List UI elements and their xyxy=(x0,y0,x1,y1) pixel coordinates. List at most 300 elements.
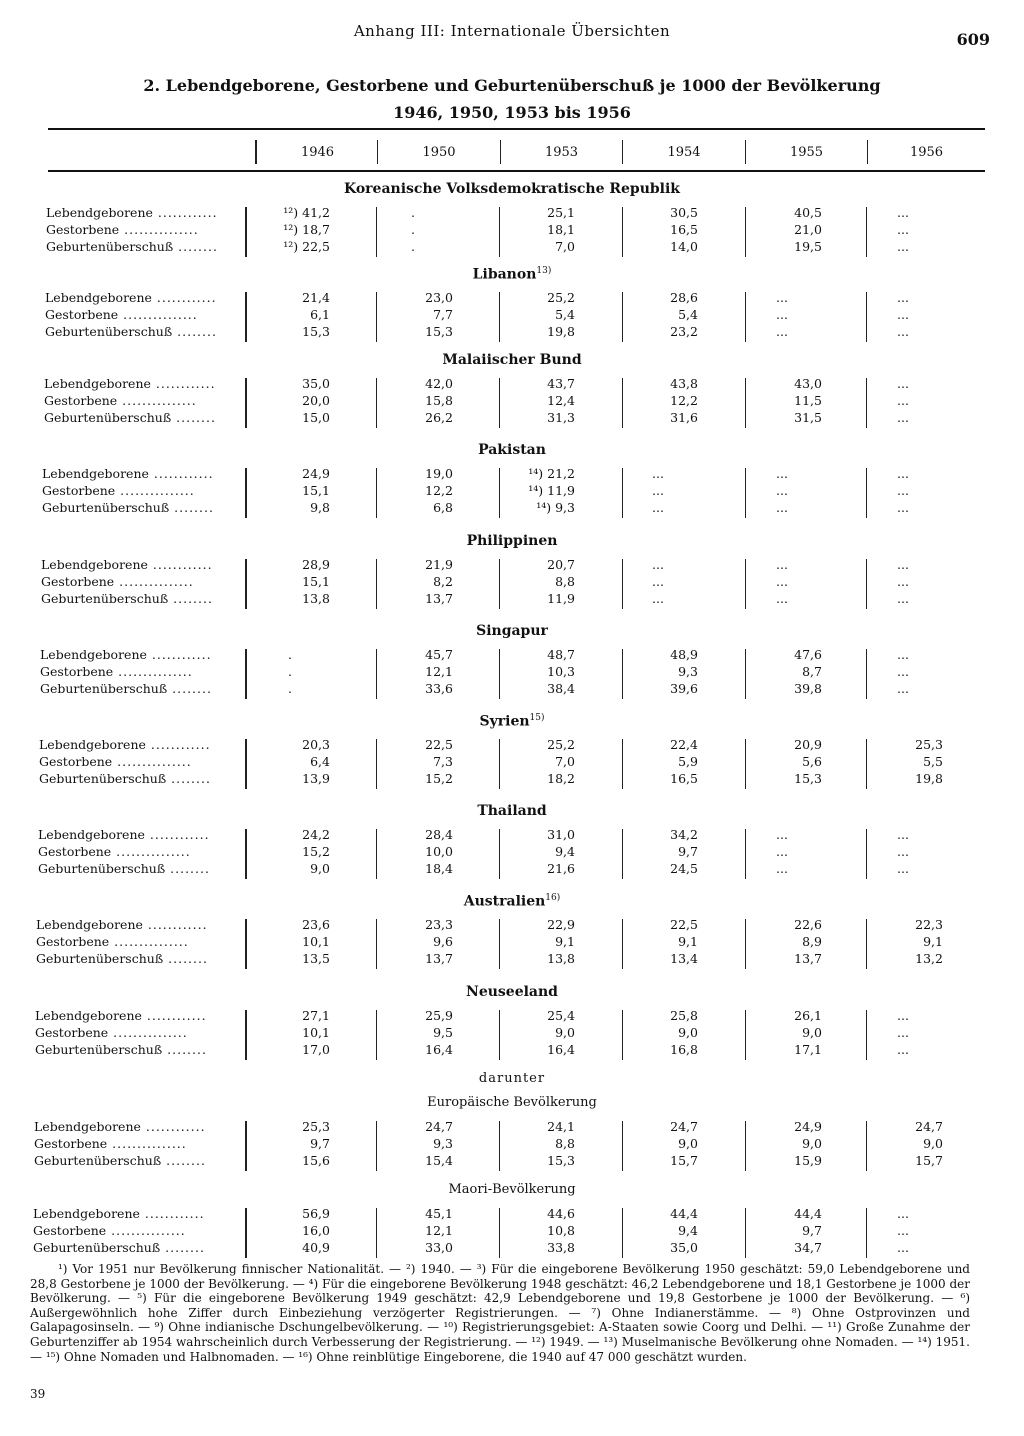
cell-1954: 9,1 xyxy=(678,934,698,949)
table-row xyxy=(0,861,1024,878)
table-row xyxy=(0,205,1024,222)
cell-1953: 8,8 xyxy=(555,1136,575,1151)
cell-1953: 10,3 xyxy=(547,664,575,679)
cell-1946: 56,9 xyxy=(302,1206,330,1221)
row-label-text: Lebendgeborene xyxy=(41,557,148,572)
cell-1956: ... xyxy=(897,861,909,876)
cell-1953: 12,4 xyxy=(547,393,575,408)
row-label-text: Lebendgeborene xyxy=(40,647,147,662)
cell-1955: 8,9 xyxy=(802,934,822,949)
cell-1955: 19,5 xyxy=(794,239,822,254)
cell-1955: 44,4 xyxy=(794,1206,822,1221)
cell-1956: ... xyxy=(897,376,909,391)
cell-1953: 31,0 xyxy=(547,827,575,842)
cell-1954: 39,6 xyxy=(670,681,698,696)
cell-1946: 27,1 xyxy=(302,1008,330,1023)
leader-dots: ............ xyxy=(142,917,208,932)
row-label xyxy=(36,934,189,949)
table-row xyxy=(0,239,1024,256)
section-title xyxy=(0,803,1024,819)
cell-1950: 9,5 xyxy=(433,1025,453,1040)
cell-1946: 6,1 xyxy=(310,307,330,322)
section-title-text: Malaiischer Bund xyxy=(442,352,582,368)
cell-1946: 9,8 xyxy=(310,500,330,515)
leader-dots: ............ xyxy=(139,1206,205,1221)
column-header-1954: 1954 xyxy=(667,145,701,160)
cell-1953: ¹⁴) 21,2 xyxy=(528,466,575,481)
cell-1956: 9,1 xyxy=(923,934,943,949)
table-row xyxy=(0,557,1024,574)
cell-1953: 44,6 xyxy=(547,1206,575,1221)
header-separator xyxy=(255,140,257,164)
leader-dots: ........ xyxy=(171,410,216,425)
row-label xyxy=(33,1223,186,1238)
row-label xyxy=(45,290,217,305)
row-label-text: Gestorbene xyxy=(41,574,115,589)
cell-1946: 15,3 xyxy=(302,324,330,339)
cell-1954: 31,6 xyxy=(670,410,698,425)
cell-1956: 9,0 xyxy=(923,1136,943,1151)
cell-1946: 40,9 xyxy=(302,1240,330,1255)
cell-1946: 13,9 xyxy=(302,771,330,786)
row-label-text: Gestorbene xyxy=(39,754,113,769)
cell-1954: 15,7 xyxy=(670,1153,698,1168)
cell-1955: 24,9 xyxy=(794,1119,822,1134)
row-label xyxy=(45,324,217,339)
cell-1946: 15,0 xyxy=(302,410,330,425)
cell-1950: 23,0 xyxy=(425,290,453,305)
cell-1954: 16,5 xyxy=(670,222,698,237)
cell-1955: ... xyxy=(776,466,788,481)
leader-dots: ............... xyxy=(118,307,198,322)
cell-1954: 9,4 xyxy=(678,1223,698,1238)
cell-1946: ¹²) 41,2 xyxy=(283,205,330,220)
cell-1954: 5,9 xyxy=(678,754,698,769)
row-label xyxy=(40,647,212,662)
cell-1955: ... xyxy=(776,307,788,322)
cell-1956: ... xyxy=(897,500,909,515)
row-label-text: Geburtenüberschuß xyxy=(33,1240,161,1255)
section-title xyxy=(0,984,1024,1000)
cell-1953: 13,8 xyxy=(547,951,575,966)
cell-1953: 7,0 xyxy=(555,754,575,769)
cell-1956: ... xyxy=(897,393,909,408)
cell-1950: 28,4 xyxy=(425,827,453,842)
cell-1955: 26,1 xyxy=(794,1008,822,1023)
section-title-text: Libanon xyxy=(472,266,537,283)
cell-1954: 12,2 xyxy=(670,393,698,408)
table-row xyxy=(0,1223,1024,1240)
cell-1950: 9,3 xyxy=(433,1136,453,1151)
cell-1950: 33,6 xyxy=(425,681,453,696)
row-label-text: Gestorbene xyxy=(44,393,118,408)
table-row xyxy=(0,934,1024,951)
leader-dots: ........ xyxy=(162,1042,207,1057)
leader-dots: ........ xyxy=(165,861,210,876)
row-label xyxy=(35,1008,207,1023)
cell-1955: 8,7 xyxy=(802,664,822,679)
cell-1956: ... xyxy=(897,307,909,322)
leader-dots: ............... xyxy=(108,1025,188,1040)
cell-1953: 18,2 xyxy=(547,771,575,786)
leader-dots: ............ xyxy=(150,376,216,391)
row-label-text: Gestorbene xyxy=(34,1136,108,1151)
leader-dots: ........ xyxy=(168,591,213,606)
table-row xyxy=(0,574,1024,591)
cell-1954: 35,0 xyxy=(670,1240,698,1255)
section-subtitle: Maori-Bevölkerung xyxy=(448,1182,576,1197)
cell-1946: 16,0 xyxy=(302,1223,330,1238)
row-label xyxy=(33,1206,205,1221)
table-row xyxy=(0,483,1024,500)
table-row xyxy=(0,1042,1024,1059)
leader-dots: ........ xyxy=(167,681,212,696)
cell-1956: ... xyxy=(897,1240,909,1255)
row-label xyxy=(45,307,198,322)
table-row xyxy=(0,1240,1024,1257)
cell-1956: ... xyxy=(897,466,909,481)
cell-1946: ¹²) 22,5 xyxy=(283,239,330,254)
row-label-text: Geburtenüberschuß xyxy=(46,239,174,254)
leader-dots: ........ xyxy=(161,1153,206,1168)
row-label-text: Gestorbene xyxy=(36,934,110,949)
table-row xyxy=(0,917,1024,934)
cell-1946: . xyxy=(288,664,292,679)
cell-1954: 48,9 xyxy=(670,647,698,662)
cell-1956: ... xyxy=(897,1042,909,1057)
leader-dots: ............... xyxy=(112,754,192,769)
cell-1956: 24,7 xyxy=(915,1119,943,1134)
cell-1946: 20,3 xyxy=(302,737,330,752)
section-title xyxy=(0,266,1024,283)
leader-dots: ........ xyxy=(173,239,218,254)
cell-1955: 21,0 xyxy=(794,222,822,237)
row-label xyxy=(40,664,193,679)
row-label-text: Lebendgeborene xyxy=(45,290,152,305)
cell-1950: 18,4 xyxy=(425,861,453,876)
section-title xyxy=(0,181,1024,197)
cell-1955: ... xyxy=(776,591,788,606)
cell-1955: 22,6 xyxy=(794,917,822,932)
row-label-text: Geburtenüberschuß xyxy=(45,324,173,339)
cell-1954: 30,5 xyxy=(670,205,698,220)
cell-1955: 9,0 xyxy=(802,1025,822,1040)
cell-1954: 5,4 xyxy=(678,307,698,322)
section-title xyxy=(0,533,1024,549)
cell-1953: 48,7 xyxy=(547,647,575,662)
cell-1954: 14,0 xyxy=(670,239,698,254)
row-label xyxy=(44,393,197,408)
cell-1953: 8,8 xyxy=(555,574,575,589)
row-label xyxy=(34,1153,206,1168)
row-label xyxy=(46,205,218,220)
leader-dots: ............ xyxy=(146,647,212,662)
cell-1946: 23,6 xyxy=(302,917,330,932)
cell-1955: ... xyxy=(776,557,788,572)
section-title-text: Australien xyxy=(463,893,546,910)
cell-1953: 11,9 xyxy=(547,591,575,606)
cell-1953: 9,0 xyxy=(555,1025,575,1040)
leader-dots: ........ xyxy=(166,771,211,786)
cell-1953: 33,8 xyxy=(547,1240,575,1255)
table-row xyxy=(0,664,1024,681)
cell-1953: 21,6 xyxy=(547,861,575,876)
cell-1953: 24,1 xyxy=(547,1119,575,1134)
table-row xyxy=(0,951,1024,968)
cell-1953: 5,4 xyxy=(555,307,575,322)
table-row xyxy=(0,771,1024,788)
cell-1954: 9,7 xyxy=(678,844,698,859)
cell-1950: 21,9 xyxy=(425,557,453,572)
table-row xyxy=(0,754,1024,771)
row-label xyxy=(42,500,214,515)
cell-1953: 16,4 xyxy=(547,1042,575,1057)
table-row xyxy=(0,410,1024,427)
cell-1954: 24,7 xyxy=(670,1119,698,1134)
cell-1946: 20,0 xyxy=(302,393,330,408)
section-title-text: Thailand xyxy=(477,803,547,819)
top-rule xyxy=(48,128,985,130)
row-label-text: Lebendgeborene xyxy=(35,1008,142,1023)
row-label xyxy=(36,951,208,966)
cell-1955: ... xyxy=(776,500,788,515)
row-label xyxy=(38,827,210,842)
cell-1950: 15,3 xyxy=(425,324,453,339)
row-label-text: Lebendgeborene xyxy=(46,205,153,220)
cell-1950: 15,2 xyxy=(425,771,453,786)
section-footnote-ref: 13) xyxy=(536,266,552,276)
cell-1946: 15,1 xyxy=(302,483,330,498)
leader-dots: ............ xyxy=(141,1008,207,1023)
cell-1946: 15,6 xyxy=(302,1153,330,1168)
section-title xyxy=(0,442,1024,458)
cell-1950: 45,1 xyxy=(425,1206,453,1221)
cell-1954: 16,5 xyxy=(670,771,698,786)
cell-1946: 15,1 xyxy=(302,574,330,589)
column-header xyxy=(0,138,1024,168)
cell-1955: ... xyxy=(776,827,788,842)
row-label xyxy=(42,466,214,481)
cell-1956: ... xyxy=(897,1025,909,1040)
leader-dots: ............... xyxy=(111,844,191,859)
cell-1956: 25,3 xyxy=(915,737,943,752)
cell-1946: 9,0 xyxy=(310,861,330,876)
cell-1950: 12,1 xyxy=(425,1223,453,1238)
table-row xyxy=(0,827,1024,844)
table-row xyxy=(0,1119,1024,1136)
leader-dots: ............ xyxy=(148,466,214,481)
row-label-text: Lebendgeborene xyxy=(33,1206,140,1221)
leader-dots: ........ xyxy=(163,951,208,966)
cell-1956: ... xyxy=(897,557,909,572)
cell-1956: ... xyxy=(897,222,909,237)
cell-1946: 35,0 xyxy=(302,376,330,391)
row-label-text: Gestorbene xyxy=(40,664,114,679)
cell-1950: 23,3 xyxy=(425,917,453,932)
row-label xyxy=(41,557,213,572)
cell-1946: 24,2 xyxy=(302,827,330,842)
cell-1955: ... xyxy=(776,861,788,876)
cell-1955: 47,6 xyxy=(794,647,822,662)
row-label xyxy=(44,376,216,391)
cell-1953: 15,3 xyxy=(547,1153,575,1168)
table-row xyxy=(0,1136,1024,1153)
row-label xyxy=(35,1025,188,1040)
cell-1955: 40,5 xyxy=(794,205,822,220)
cell-1955: ... xyxy=(776,574,788,589)
cell-1946: 17,0 xyxy=(302,1042,330,1057)
cell-1950: 45,7 xyxy=(425,647,453,662)
section-subtitle: Europäische Bevölkerung xyxy=(427,1095,597,1110)
row-label-text: Geburtenüberschuß xyxy=(41,591,169,606)
cell-1955: 5,6 xyxy=(802,754,822,769)
cell-1953: ¹⁴) 11,9 xyxy=(528,483,575,498)
cell-1953: 25,2 xyxy=(547,737,575,752)
cell-1950: 42,0 xyxy=(425,376,453,391)
cell-1950: 26,2 xyxy=(425,410,453,425)
section-footnote-ref: 15) xyxy=(529,713,545,723)
row-label xyxy=(39,754,192,769)
cell-1950: 6,8 xyxy=(433,500,453,515)
row-label-text: Gestorbene xyxy=(45,307,119,322)
cell-1955: 43,0 xyxy=(794,376,822,391)
table-row xyxy=(0,466,1024,483)
cell-1950: 7,7 xyxy=(433,307,453,322)
cell-1954: 9,0 xyxy=(678,1136,698,1151)
table-title: 2. Lebendgeborene, Gestorbene und Geburtenüberschuß je 1000 der Bevölkerung xyxy=(143,76,881,95)
section-title xyxy=(0,893,1024,910)
section-qualifier: darunter xyxy=(478,1071,546,1086)
row-label-text: Geburtenüberschuß xyxy=(34,1153,162,1168)
cell-1956: ... xyxy=(897,681,909,696)
cell-1950: 33,0 xyxy=(425,1240,453,1255)
cell-1955: 39,8 xyxy=(794,681,822,696)
cell-1950: 15,8 xyxy=(425,393,453,408)
table-row xyxy=(0,1153,1024,1170)
cell-1955: ... xyxy=(776,324,788,339)
row-label-text: Gestorbene xyxy=(33,1223,107,1238)
cell-1955: 31,5 xyxy=(794,410,822,425)
column-header-1955: 1955 xyxy=(789,145,824,160)
row-label xyxy=(33,1240,205,1255)
cell-1946: 13,5 xyxy=(302,951,330,966)
leader-dots: ............... xyxy=(114,574,194,589)
table-row xyxy=(0,307,1024,324)
row-label xyxy=(39,771,211,786)
cell-1953: 7,0 xyxy=(555,239,575,254)
leader-dots: ........ xyxy=(169,500,214,515)
cell-1950: 25,9 xyxy=(425,1008,453,1023)
cell-1953: 22,9 xyxy=(547,917,575,932)
table-row xyxy=(0,376,1024,393)
cell-1956: 19,8 xyxy=(915,771,943,786)
row-label xyxy=(35,1042,207,1057)
cell-1950: 13,7 xyxy=(425,951,453,966)
row-label xyxy=(42,483,195,498)
leader-dots: ............ xyxy=(147,557,213,572)
sheet-number: 39 xyxy=(30,1387,46,1401)
table-row xyxy=(0,844,1024,861)
cell-1946: 28,9 xyxy=(302,557,330,572)
cell-1954: 23,2 xyxy=(670,324,698,339)
cell-1946: ¹²) 18,7 xyxy=(283,222,330,237)
cell-1955: 11,5 xyxy=(794,393,822,408)
cell-1950: 22,5 xyxy=(425,737,453,752)
section-title xyxy=(0,352,1024,368)
leader-dots: ............... xyxy=(106,1223,186,1238)
row-label-text: Geburtenüberschuß xyxy=(36,951,164,966)
cell-1956: ... xyxy=(897,239,909,254)
row-label xyxy=(44,410,216,425)
row-label-text: Lebendgeborene xyxy=(36,917,143,932)
cell-1956: ... xyxy=(897,410,909,425)
leader-dots: ............... xyxy=(113,664,193,679)
cell-1955: 17,1 xyxy=(794,1042,822,1057)
cell-1946: 25,3 xyxy=(302,1119,330,1134)
cell-1950: 15,4 xyxy=(425,1153,453,1168)
cell-1956: ... xyxy=(897,205,909,220)
leader-dots: ............... xyxy=(109,934,189,949)
cell-1953: 25,2 xyxy=(547,290,575,305)
cell-1956: ... xyxy=(897,483,909,498)
cell-1950: 19,0 xyxy=(425,466,453,481)
cell-1953: 31,3 xyxy=(547,410,575,425)
cell-1953: 18,1 xyxy=(547,222,575,237)
cell-1956: ... xyxy=(897,664,909,679)
row-label-text: Geburtenüberschuß xyxy=(35,1042,163,1057)
cell-1953: ¹⁴) 9,3 xyxy=(536,500,575,515)
cell-1953: 25,4 xyxy=(547,1008,575,1023)
row-label-text: Geburtenüberschuß xyxy=(38,861,166,876)
cell-1956: ... xyxy=(897,1008,909,1023)
cell-1954: 22,4 xyxy=(670,737,698,752)
column-header-1946: 1946 xyxy=(300,145,335,160)
cell-1950: 12,2 xyxy=(425,483,453,498)
cell-1950: . xyxy=(411,222,415,237)
cell-1946: 24,9 xyxy=(302,466,330,481)
cell-1950: . xyxy=(411,205,415,220)
table-row xyxy=(0,324,1024,341)
cell-1955: 20,9 xyxy=(794,737,822,752)
row-label-text: Gestorbene xyxy=(38,844,112,859)
leader-dots: ............ xyxy=(144,827,210,842)
row-label xyxy=(34,1119,206,1134)
cell-1954: 16,8 xyxy=(670,1042,698,1057)
cell-1954: ... xyxy=(652,591,664,606)
cell-1946: . xyxy=(288,681,292,696)
cell-1953: 9,4 xyxy=(555,844,575,859)
section-footnote-ref: 16) xyxy=(545,893,561,903)
cell-1953: 25,1 xyxy=(547,205,575,220)
header-rule xyxy=(48,170,985,172)
cell-1946: 10,1 xyxy=(302,1025,330,1040)
table-row xyxy=(0,737,1024,754)
table-row xyxy=(0,290,1024,307)
row-label xyxy=(39,737,211,752)
cell-1956: 22,3 xyxy=(915,917,943,932)
table-row xyxy=(0,681,1024,698)
cell-1954: 9,0 xyxy=(678,1025,698,1040)
cell-1955: 15,9 xyxy=(794,1153,822,1168)
section-title-text: Syrien xyxy=(479,713,530,730)
cell-1955: ... xyxy=(776,483,788,498)
cell-1954: ... xyxy=(652,574,664,589)
row-label-text: Lebendgeborene xyxy=(42,466,149,481)
footnotes xyxy=(30,1262,970,1364)
cell-1956: ... xyxy=(897,844,909,859)
row-label-text: Gestorbene xyxy=(35,1025,109,1040)
cell-1955: ... xyxy=(776,844,788,859)
